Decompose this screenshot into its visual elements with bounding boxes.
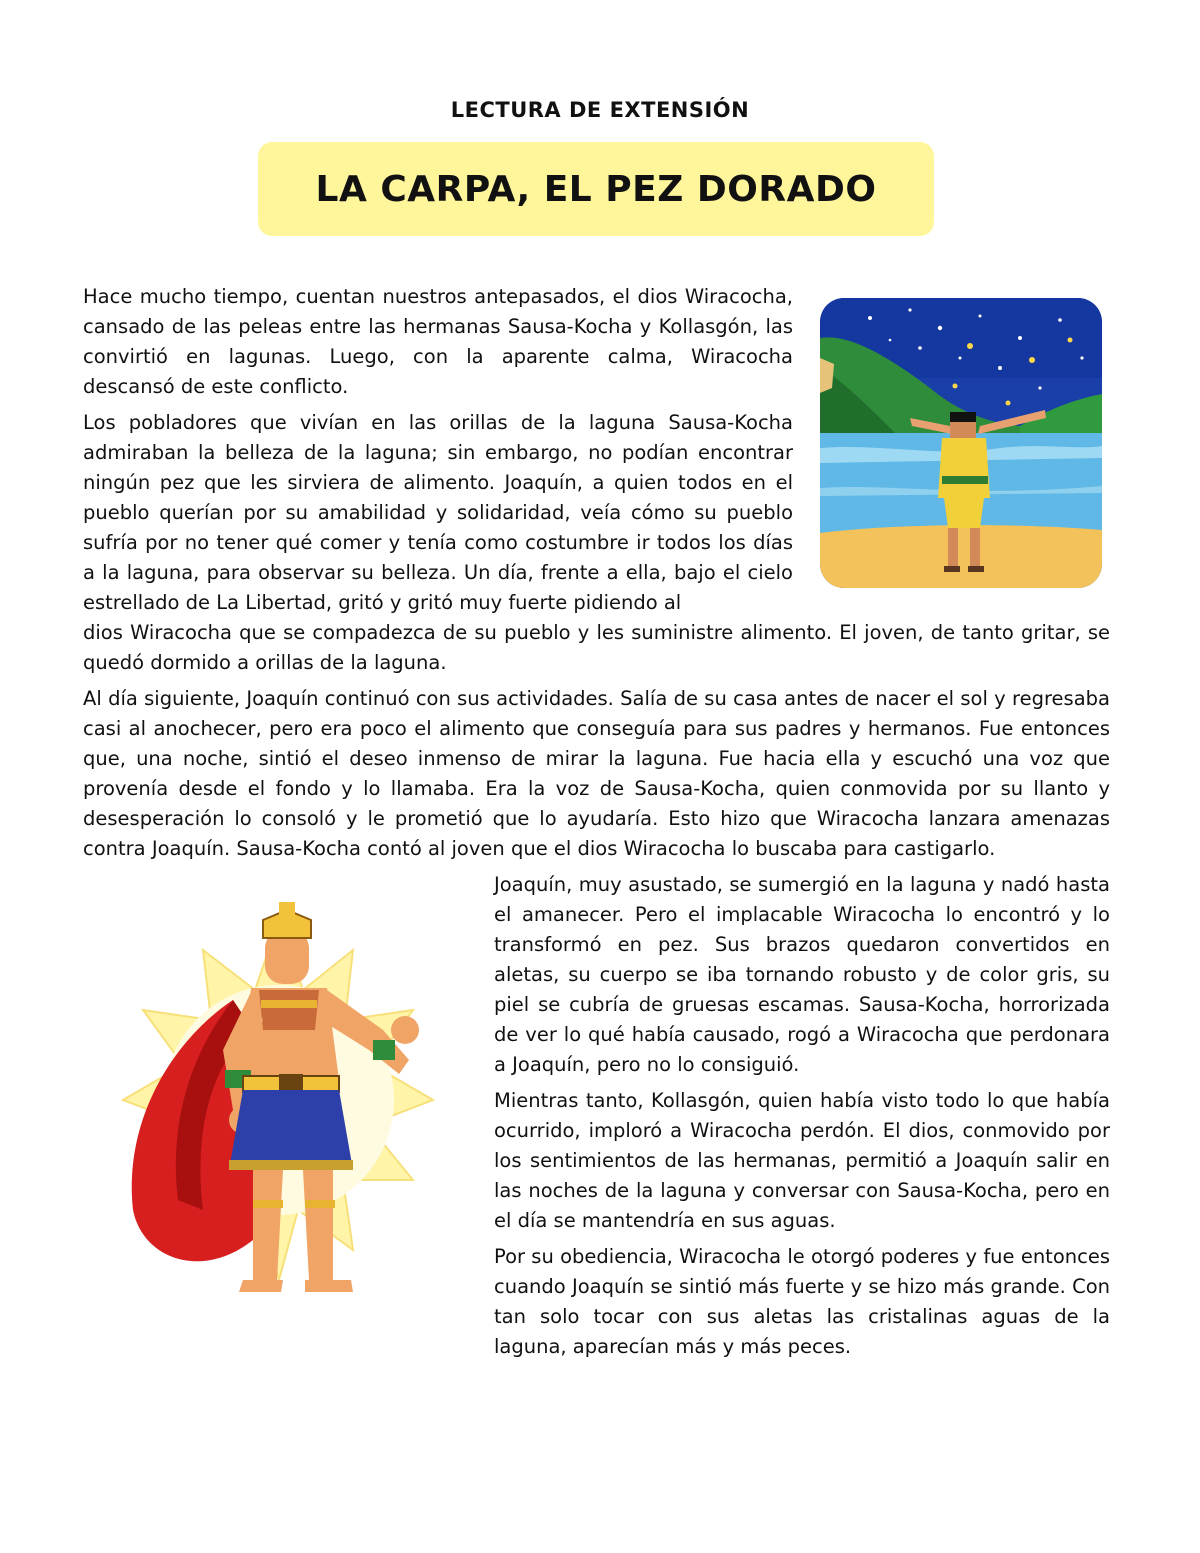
title-box [258,142,934,236]
page-title: LA CARPA, EL PEZ DORADO [315,168,877,210]
paragraph-4: Joaquín, muy asustado, se sumergió en la laguna y nadó hasta el amanecer. Pero el implacable Wiracocha lo encontró y lo transformó en pez. Sus brazos quedaron convertidos en aletas, su cuerpo se iba tornando robusto y de color gris, su piel se cubría de gruesas escamas. Sausa-Kocha, horrorizada de ver lo qué había causado, rogó a Wiracocha que perdonara a Joaquín, pero no lo consiguió. [494,873,1110,1076]
paragraph-5: Mientras tanto, Kollasgón, quien había visto todo lo que había ocurrido, imploró a Wiracocha perdón. El dios, conmovido por los sentimientos de las hermanas, permitió a Joaquín salir en las noches de la laguna y conversar con Sausa-Kocha, pero en el día se mantendría en sus aguas. [494,1089,1110,1232]
paragraph-2: Los pobladores que vivían en las orillas de la laguna Sausa-Kocha admiraban la belleza de la laguna; sin embargo, no podían encontrar ningún pez que les sirviera de alimento. Joaquín, a quien todos en el pueblo querían por su amabilidad y solidaridad, veía cómo su pueblo sufría por no tener qué comer y tenía como costumbre ir todos los días a la laguna, para observar su belleza. Un día, frente a ella, bajo el cielo estrellado de La Libertad, gritó y gritó muy fuerte pidiendo al [83,411,793,614]
paragraph-3: Al día siguiente, Joaquín continuó con sus actividades. Salía de su casa antes de nacer el sol y regresaba casi al anochecer, pero era poco el alimento que conseguía para sus padres y hermanos. Fue entonces que, una noche, sintió el deseo inmenso de mirar la laguna. Fue hacia ella y escuchó una voz que provenía desde el fondo y lo llamaba. Era la voz de Sausa-Kocha, quien conmovida por su llanto y desesperación lo consoló y le prometió que lo ayudaría. Esto hizo que Wiracocha lanzara amenazas contra Joaquín. Sausa-Kocha contó al joven que el dios Wiracocha lo buscaba para castigarlo. [83,687,1110,860]
paragraph-2-continued: dios Wiracocha que se compadezca de su pueblo y les suministre alimento. El joven, de tanto gritar, se quedó dormido a orillas de la laguna. [83,621,1110,674]
subtitle: LECTURA DE EXTENSIÓN [450,98,750,122]
paragraph-6: Por su obediencia, Wiracocha le otorgó poderes y fue entonces cuando Joaquín se sintió más fuerte y se hizo más grande. Con tan solo tocar con sus aletas las cristalinas aguas de la laguna, aparecían más y más peces. [494,1245,1110,1358]
wiracocha-god-illustration [83,880,475,1332]
paragraph-1: Hace mucho tiempo, cuentan nuestros antepasados, el dios Wiracocha, cansado de las peleas entre las hermanas Sausa-Kocha y Kollasgón, las convirtió en lagunas. Luego, con la aparente calma, Wiracocha descansó de este conflicto. [83,285,793,398]
joaquin-at-lagoon-illustration [820,298,1102,588]
